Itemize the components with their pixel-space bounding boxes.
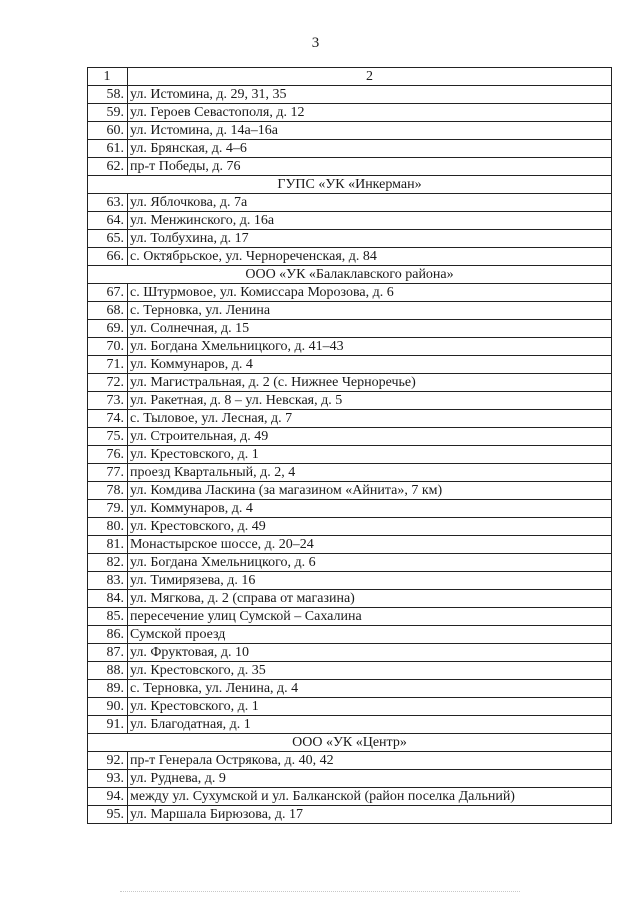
table-row [88,752,612,770]
row-number: 86. [88,626,128,644]
row-address: ул. Крестовского, д. 1 [128,446,612,464]
table-row [88,320,612,338]
row-address: ул. Истомина, д. 29, 31, 35 [128,86,612,104]
row-address: пр-т Генерала Острякова, д. 40, 42 [128,752,612,770]
row-number: 79. [88,500,128,518]
row-address: Монастырское шоссе, д. 20–24 [128,536,612,554]
row-number: 64. [88,212,128,230]
row-address: с. Терновка, ул. Ленина, д. 4 [128,680,612,698]
row-number: 63. [88,194,128,212]
row-address: ул. Крестовского, д. 1 [128,698,612,716]
table-row [88,500,612,518]
row-number: 72. [88,374,128,392]
row-number: 70. [88,338,128,356]
row-address: ул. Богдана Хмельницкого, д. 6 [128,554,612,572]
row-address: ул. Комдива Ласкина (за магазином «Айнита», 7 км) [128,482,612,500]
group-heading-row [88,734,612,752]
group-heading: ООО «УК «Центр» [88,734,612,752]
group-heading-row [88,266,612,284]
row-address: ул. Руднева, д. 9 [128,770,612,788]
row-number: 95. [88,806,128,824]
row-address: ул. Менжинского, д. 16а [128,212,612,230]
table-row [88,194,612,212]
row-address: ул. Фруктовая, д. 10 [128,644,612,662]
row-number: 88. [88,662,128,680]
row-address: ул. Героев Севастополя, д. 12 [128,104,612,122]
row-address: ул. Ракетная, д. 8 – ул. Невская, д. 5 [128,392,612,410]
page-number: 3 [311,35,320,51]
table-row [88,392,612,410]
row-address: ул. Коммунаров, д. 4 [128,500,612,518]
row-number: 65. [88,230,128,248]
table-row [88,140,612,158]
row-address: ул. Крестовского, д. 35 [128,662,612,680]
table-row [88,446,612,464]
table-row [88,230,612,248]
row-number: 84. [88,590,128,608]
table-row [88,806,612,824]
row-address: между ул. Сухумской и ул. Балканской (район поселка Дальний) [128,788,612,806]
table-row [88,554,612,572]
row-address: с. Штурмовое, ул. Комиссара Морозова, д. 6 [128,284,612,302]
group-heading: ГУПС «УК «Инкерман» [88,176,612,194]
row-number: 82. [88,554,128,572]
row-address: ул. Мягкова, д. 2 (справа от магазина) [128,590,612,608]
header-col-address: 2 [128,68,612,86]
row-address: ул. Богдана Хмельницкого, д. 41–43 [128,338,612,356]
row-number: 87. [88,644,128,662]
row-number: 92. [88,752,128,770]
row-address: ул. Брянская, д. 4–6 [128,140,612,158]
row-number: 68. [88,302,128,320]
row-number: 78. [88,482,128,500]
row-number: 58. [88,86,128,104]
row-number: 59. [88,104,128,122]
row-number: 74. [88,410,128,428]
table-row [88,338,612,356]
row-number: 77. [88,464,128,482]
table-row [88,518,612,536]
table-row [88,374,612,392]
row-address: ул. Истомина, д. 14а–16а [128,122,612,140]
row-number: 60. [88,122,128,140]
group-heading: ООО «УК «Балаклавского района» [88,266,612,284]
row-number: 93. [88,770,128,788]
table-row [88,536,612,554]
row-number: 80. [88,518,128,536]
row-address: ул. Коммунаров, д. 4 [128,356,612,374]
row-address: ул. Тимирязева, д. 16 [128,572,612,590]
row-number: 90. [88,698,128,716]
row-number: 76. [88,446,128,464]
table-row [88,464,612,482]
row-number: 94. [88,788,128,806]
table-row [88,590,612,608]
table-row [88,662,612,680]
table-row [88,698,612,716]
table-row [88,356,612,374]
row-address: ул. Яблочкова, д. 7а [128,194,612,212]
table-row [88,716,612,734]
row-number: 91. [88,716,128,734]
row-number: 71. [88,356,128,374]
header-col-number: 1 [88,68,128,86]
table-row [88,608,612,626]
table-row [88,158,612,176]
row-number: 69. [88,320,128,338]
table-row [88,680,612,698]
table-row [88,248,612,266]
table-row [88,86,612,104]
table-row [88,122,612,140]
row-number: 62. [88,158,128,176]
row-address: пересечение улиц Сумской – Сахалина [128,608,612,626]
row-address: ул. Солнечная, д. 15 [128,320,612,338]
table-row [88,212,612,230]
row-number: 85. [88,608,128,626]
row-address: проезд Квартальный, д. 2, 4 [128,464,612,482]
row-address: с. Октябрьское, ул. Чернореченская, д. 84 [128,248,612,266]
row-number: 81. [88,536,128,554]
address-table [87,67,612,824]
row-number: 67. [88,284,128,302]
table-body [88,68,612,824]
row-address: ул. Магистральная, д. 2 (с. Нижнее Черноречье) [128,374,612,392]
row-number: 89. [88,680,128,698]
table-row [88,428,612,446]
table-row [88,572,612,590]
table-row [88,410,612,428]
table-row [88,770,612,788]
row-address: ул. Строительная, д. 49 [128,428,612,446]
row-address: пр-т Победы, д. 76 [128,158,612,176]
row-address: с. Терновка, ул. Ленина [128,302,612,320]
footer-scan-marks [120,891,520,898]
group-heading-row [88,176,612,194]
table-row [88,644,612,662]
row-number: 61. [88,140,128,158]
table-row [88,626,612,644]
table-header-row [88,68,612,86]
row-number: 66. [88,248,128,266]
table-row [88,302,612,320]
row-number: 75. [88,428,128,446]
table-row [88,482,612,500]
row-address: Сумской проезд [128,626,612,644]
row-address: ул. Крестовского, д. 49 [128,518,612,536]
table-row [88,788,612,806]
row-address: ул. Благодатная, д. 1 [128,716,612,734]
table-row [88,284,612,302]
row-address: ул. Толбухина, д. 17 [128,230,612,248]
row-address: ул. Маршала Бирюзова, д. 17 [128,806,612,824]
row-address: с. Тыловое, ул. Лесная, д. 7 [128,410,612,428]
row-number: 73. [88,392,128,410]
row-number: 83. [88,572,128,590]
table-row [88,104,612,122]
